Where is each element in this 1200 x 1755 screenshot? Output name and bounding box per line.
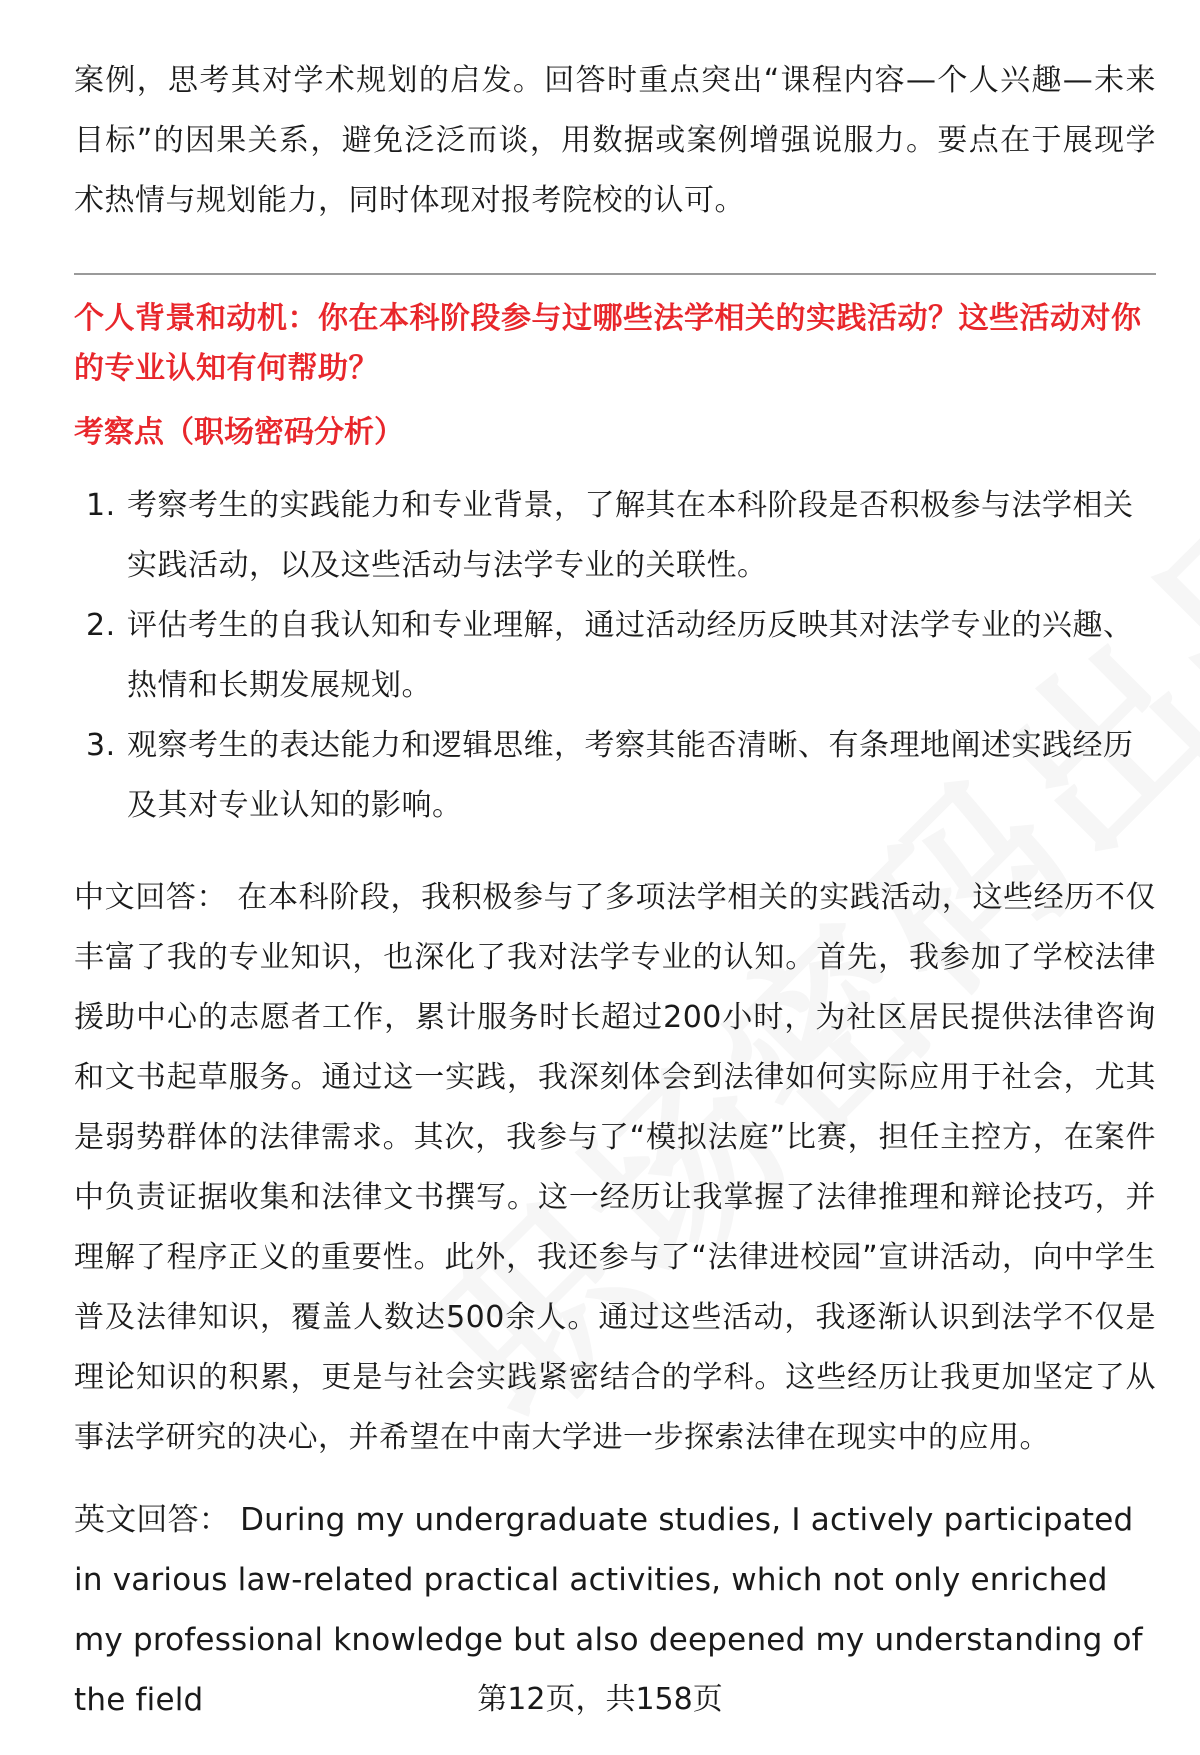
english-answer-text: During my undergraduate studies, I actively participated in various law-related practical activities, which not only enriched my professional knowledge but also deepened my understanding of the field: [74, 1502, 1143, 1718]
list-item-number: 2.: [86, 608, 116, 643]
question-title: 个人背景和动机：你在本科阶段参与过哪些法学相关的实践活动？这些活动对你的专业认知有何帮助？: [74, 301, 1142, 386]
english-answer-label: 英文回答：: [74, 1502, 230, 1538]
section-divider: [74, 273, 1156, 275]
assessment-heading: 考察点（职场密码分析）: [74, 415, 404, 450]
chinese-answer: [74, 868, 1156, 1468]
chinese-answer-label: 中文回答：: [74, 880, 228, 915]
intro-paragraph: 案例，思考其对学术规划的启发。回答时重点突出“课程内容—个人兴趣—未来目标”的因果关系，避免泛泛而谈，用数据或案例增强说服力。要点在于展现学术热情与规划能力，同时体现对报考院校的认可。: [74, 63, 1156, 218]
assessment-points-list: [74, 476, 1156, 836]
list-item-text: 考察考生的实践能力和专业背景，了解其在本科阶段是否积极参与法学相关实践活动，以及这些活动与法学专业的关联性。: [127, 488, 1134, 583]
list-item-text: 观察考生的表达能力和逻辑思维，考察其能否清晰、有条理地阐述实践经历及其对专业认知的影响。: [127, 728, 1134, 823]
list-item-number: 1.: [86, 488, 116, 523]
list-item: [74, 596, 1156, 716]
list-item: [74, 716, 1156, 836]
list-item-text: 评估考生的自我认知和专业理解，通过活动经历反映其对法学专业的兴趣、热情和长期发展规划。: [127, 608, 1134, 703]
chinese-answer-text: 在本科阶段，我积极参与了多项法学相关的实践活动，这些经历不仅丰富了我的专业知识，也深化了我对法学专业的认知。首先，我参加了学校法律援助中心的志愿者工作，累计服务时长超过200小时，为社区居民提供法律咨询和文书起草服务。通过这一实践，我深刻体会到法律如何实际应用于社会，尤其是弱势群体的法律需求。其次，我参与了“模拟法庭”比赛，担任主控方，在案件中负责证据收集和法律文书撰写。这一经历让我掌握了法律推理和辩论技巧，并理解了程序正义的重要性。此外，我还参与了“法律进校园”宣讲活动，向中学生普及法律知识，覆盖人数达500余人。通过这些活动，我逐渐认识到法学不仅是理论知识的积累，更是与社会实践紧密结合的学科。这些经历让我更加坚定了从事法学研究的决心，并希望在中南大学进一步探索法律在现实中的应用。: [74, 880, 1157, 1455]
list-item: [74, 476, 1156, 596]
list-item-number: 3.: [86, 728, 116, 763]
document-page: [74, 0, 1156, 1730]
page-number-footer: 第12页，共158页: [477, 1682, 723, 1717]
